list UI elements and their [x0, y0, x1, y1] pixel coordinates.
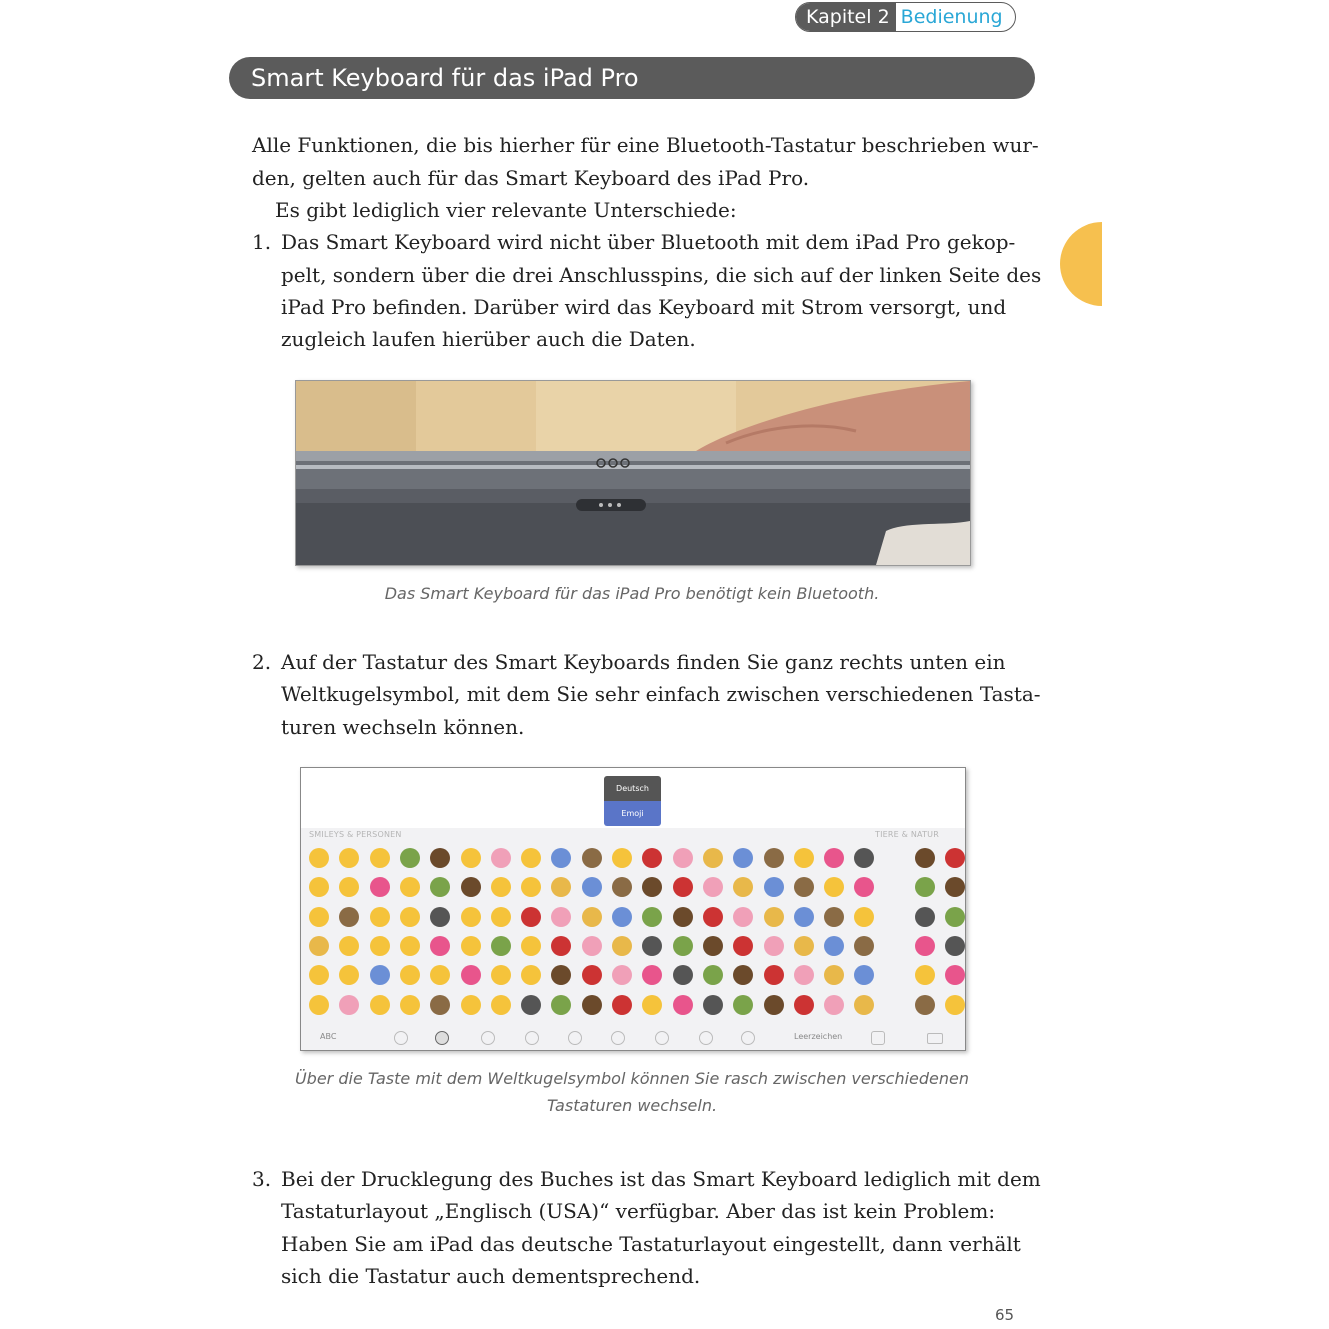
emoji-key[interactable] — [521, 995, 541, 1015]
emoji-key[interactable] — [945, 877, 965, 897]
emoji-key[interactable] — [854, 936, 874, 956]
emoji-key[interactable] — [612, 848, 632, 868]
keyboard-language-popup — [604, 776, 661, 826]
emoji-key[interactable] — [764, 848, 784, 868]
emoji-key[interactable] — [339, 877, 359, 897]
emoji-key[interactable] — [551, 877, 571, 897]
figure-1-caption: Das Smart Keyboard für das iPad Pro benötigt kein Bluetooth. — [384, 584, 880, 603]
list-item-1-line-3: iPad Pro befinden. Darüber wird das Keyboard mit Strom versorgt, und — [281, 295, 1007, 319]
emoji-key[interactable] — [703, 965, 723, 985]
emoji-key[interactable] — [733, 848, 753, 868]
emoji-key[interactable] — [370, 907, 390, 927]
emoji-key[interactable] — [582, 995, 602, 1015]
emoji-key[interactable] — [794, 877, 814, 897]
emoji-key[interactable] — [915, 877, 935, 897]
emoji-key[interactable] — [794, 965, 814, 985]
emoji-key[interactable] — [794, 995, 814, 1015]
emoji-key[interactable] — [339, 907, 359, 927]
emoji-key[interactable] — [642, 995, 662, 1015]
emoji-key[interactable] — [673, 877, 693, 897]
emoji-key[interactable] — [491, 907, 511, 927]
list-number-2: 2. — [252, 650, 272, 674]
emoji-key[interactable] — [551, 965, 571, 985]
emoji-key[interactable] — [703, 907, 723, 927]
travel-category-icon[interactable] — [611, 1031, 625, 1045]
emoji-key[interactable] — [915, 995, 935, 1015]
emoji-key[interactable] — [309, 907, 329, 927]
emoji-key[interactable] — [703, 848, 723, 868]
photo-illustration — [296, 381, 970, 565]
emoji-key[interactable] — [794, 907, 814, 927]
emoji-key[interactable] — [400, 877, 420, 897]
emoji-key[interactable] — [733, 965, 753, 985]
emoji-key[interactable] — [370, 965, 390, 985]
chapter-label: Kapitel 2 — [796, 3, 896, 31]
emoji-key[interactable] — [400, 995, 420, 1015]
emoji-key[interactable] — [521, 936, 541, 956]
emoji-key[interactable] — [673, 848, 693, 868]
emoji-key[interactable] — [370, 995, 390, 1015]
emoji-key[interactable] — [339, 995, 359, 1015]
emoji-key[interactable] — [824, 995, 844, 1015]
list-item-3-line-2: Tastaturlayout „Englisch (USA)“ verfügbar. Aber das ist kein Problem: — [281, 1199, 996, 1223]
emoji-key[interactable] — [521, 877, 541, 897]
emoji-key[interactable] — [491, 936, 511, 956]
chapter-indicator — [795, 2, 1016, 32]
emoji-key[interactable] — [642, 907, 662, 927]
emoji-key[interactable] — [582, 848, 602, 868]
emoji-key[interactable] — [915, 936, 935, 956]
figure-emoji-keyboard — [300, 767, 966, 1051]
emoji-key[interactable] — [461, 965, 481, 985]
emoji-key[interactable] — [551, 995, 571, 1015]
emoji-key[interactable] — [309, 936, 329, 956]
symbols-category-icon[interactable] — [699, 1031, 713, 1045]
intro-line-3: Es gibt lediglich vier relevante Unterschiede: — [275, 198, 737, 222]
popup-option-deutsch[interactable]: Deutsch — [604, 776, 661, 801]
emoji-key[interactable] — [824, 848, 844, 868]
emoji-key[interactable] — [400, 936, 420, 956]
emoji-key[interactable] — [673, 907, 693, 927]
recent-icon[interactable] — [394, 1031, 408, 1045]
food-category-icon[interactable] — [525, 1031, 539, 1045]
emoji-key[interactable] — [764, 995, 784, 1015]
emoji-key[interactable] — [915, 965, 935, 985]
intro-line-1: Alle Funktionen, die bis hierher für eine Bluetooth-Tastatur beschrieben wur- — [252, 133, 1039, 157]
emoji-key[interactable] — [824, 936, 844, 956]
figure-2-caption-line-2: Tastaturen wechseln. — [546, 1096, 718, 1115]
smiley-category-icon[interactable] — [435, 1031, 449, 1045]
page-number: 65 — [995, 1306, 1015, 1324]
emoji-key[interactable] — [703, 936, 723, 956]
emoji-key[interactable] — [521, 907, 541, 927]
emoji-key[interactable] — [642, 848, 662, 868]
list-number-3: 3. — [252, 1167, 272, 1191]
emoji-key[interactable] — [673, 936, 693, 956]
emoji-key[interactable] — [764, 965, 784, 985]
emoji-key[interactable] — [309, 877, 329, 897]
emoji-key[interactable] — [461, 848, 481, 868]
emoji-key[interactable] — [945, 848, 965, 868]
list-number-1: 1. — [252, 230, 272, 254]
emoji-key[interactable] — [582, 965, 602, 985]
emoji-key[interactable] — [491, 877, 511, 897]
list-item-2-line-2: Weltkugelsymbol, mit dem Sie sehr einfach zwischen verschiedenen Tasta- — [281, 682, 1041, 706]
emoji-key[interactable] — [430, 936, 450, 956]
emoji-key[interactable] — [339, 965, 359, 985]
emoji-key[interactable] — [612, 965, 632, 985]
emoji-key[interactable] — [945, 995, 965, 1015]
section-label: Bedienung — [900, 6, 1003, 28]
emoji-key[interactable] — [612, 936, 632, 956]
emoji-key[interactable] — [400, 965, 420, 985]
flags-category-icon[interactable] — [741, 1031, 755, 1045]
emoji-key[interactable] — [642, 877, 662, 897]
emoji-key[interactable] — [945, 965, 965, 985]
emoji-key[interactable] — [582, 907, 602, 927]
list-item-3-line-1: Bei der Drucklegung des Buches ist das Smart Keyboard lediglich mit dem — [281, 1167, 1041, 1191]
emoji-key[interactable] — [794, 936, 814, 956]
emoji-key[interactable] — [370, 936, 390, 956]
emoji-key[interactable] — [854, 965, 874, 985]
emoji-key[interactable] — [703, 995, 723, 1015]
emoji-key[interactable] — [854, 907, 874, 927]
popup-option-emoji[interactable]: Emoji — [604, 801, 661, 826]
category-smileys: SMILEYS & PERSONEN — [309, 830, 402, 839]
figure-smart-keyboard-photo — [295, 380, 971, 566]
emoji-key[interactable] — [370, 848, 390, 868]
sports-category-icon[interactable] — [568, 1031, 582, 1045]
abc-key[interactable]: ABC — [320, 1032, 337, 1041]
animal-category-icon[interactable] — [481, 1031, 495, 1045]
list-item-1-line-2: pelt, sondern über die drei Anschlusspins, die sich auf der linken Seite des — [281, 263, 1042, 287]
emoji-key[interactable] — [491, 965, 511, 985]
emoji-key[interactable] — [794, 848, 814, 868]
figure-2-caption-line-1: Über die Taste mit dem Weltkugelsymbol können Sie rasch zwischen verschiedenen — [294, 1069, 970, 1088]
emoji-key[interactable] — [824, 877, 844, 897]
emoji-key[interactable] — [339, 848, 359, 868]
emoji-key[interactable] — [309, 965, 329, 985]
space-key[interactable]: Leerzeichen — [794, 1032, 843, 1041]
emoji-key[interactable] — [733, 907, 753, 927]
emoji-grid — [309, 846, 957, 1026]
emoji-key[interactable] — [824, 965, 844, 985]
emoji-key[interactable] — [430, 907, 450, 927]
emoji-key[interactable] — [612, 907, 632, 927]
emoji-key[interactable] — [673, 965, 693, 985]
emoji-key[interactable] — [551, 936, 571, 956]
list-item-2-line-1: Auf der Tastatur des Smart Keyboards finden Sie ganz rechts unten ein — [281, 650, 1006, 674]
emoji-key[interactable] — [430, 995, 450, 1015]
emoji-key[interactable] — [521, 965, 541, 985]
emoji-key[interactable] — [309, 995, 329, 1015]
emoji-key[interactable] — [854, 995, 874, 1015]
emoji-key[interactable] — [945, 936, 965, 956]
emoji-key[interactable] — [642, 965, 662, 985]
keyboard-bottom-bar — [301, 1026, 965, 1050]
emoji-key[interactable] — [945, 907, 965, 927]
emoji-key[interactable] — [461, 995, 481, 1015]
emoji-key[interactable] — [612, 877, 632, 897]
emoji-key[interactable] — [430, 965, 450, 985]
emoji-key[interactable] — [854, 877, 874, 897]
chapter-tab-marker — [1060, 222, 1102, 306]
emoji-key[interactable] — [764, 907, 784, 927]
emoji-key[interactable] — [339, 936, 359, 956]
emoji-key[interactable] — [461, 907, 481, 927]
emoji-key[interactable] — [612, 995, 632, 1015]
emoji-key[interactable] — [915, 907, 935, 927]
keyboard-dismiss-icon[interactable] — [927, 1033, 943, 1044]
list-item-3-line-3: Haben Sie am iPad das deutsche Tastaturlayout eingestellt, dann verhält — [281, 1232, 1021, 1256]
emoji-key[interactable] — [733, 995, 753, 1015]
emoji-key[interactable] — [642, 936, 662, 956]
delete-icon[interactable] — [871, 1031, 885, 1045]
emoji-key[interactable] — [733, 936, 753, 956]
emoji-key[interactable] — [491, 848, 511, 868]
emoji-key[interactable] — [764, 936, 784, 956]
emoji-key[interactable] — [551, 907, 571, 927]
list-item-1-line-4: zugleich laufen hierüber auch die Daten. — [281, 327, 696, 351]
emoji-key[interactable] — [400, 907, 420, 927]
emoji-key[interactable] — [309, 848, 329, 868]
emoji-key[interactable] — [703, 877, 723, 897]
emoji-key[interactable] — [400, 848, 420, 868]
emoji-key[interactable] — [824, 907, 844, 927]
category-tiere: TIERE & NATUR — [875, 830, 939, 839]
emoji-key[interactable] — [370, 877, 390, 897]
emoji-key[interactable] — [491, 995, 511, 1015]
emoji-key[interactable] — [430, 848, 450, 868]
emoji-key[interactable] — [582, 877, 602, 897]
section-heading: Smart Keyboard für das iPad Pro — [229, 57, 1035, 99]
list-item-1-line-1: Das Smart Keyboard wird nicht über Bluetooth mit dem iPad Pro gekop- — [281, 230, 1016, 254]
emoji-key[interactable] — [521, 848, 541, 868]
emoji-key[interactable] — [673, 995, 693, 1015]
emoji-key[interactable] — [764, 877, 784, 897]
emoji-key[interactable] — [430, 877, 450, 897]
list-item-2-line-3: turen wechseln können. — [281, 715, 525, 739]
emoji-key[interactable] — [733, 877, 753, 897]
emoji-key[interactable] — [461, 877, 481, 897]
emoji-key[interactable] — [582, 936, 602, 956]
emoji-key[interactable] — [551, 848, 571, 868]
intro-line-2: den, gelten auch für das Smart Keyboard des iPad Pro. — [252, 166, 810, 190]
objects-category-icon[interactable] — [655, 1031, 669, 1045]
emoji-key[interactable] — [915, 848, 935, 868]
emoji-key[interactable] — [461, 936, 481, 956]
emoji-key[interactable] — [854, 848, 874, 868]
list-item-3-line-4: sich die Tastatur auch dementsprechend. — [281, 1264, 701, 1288]
